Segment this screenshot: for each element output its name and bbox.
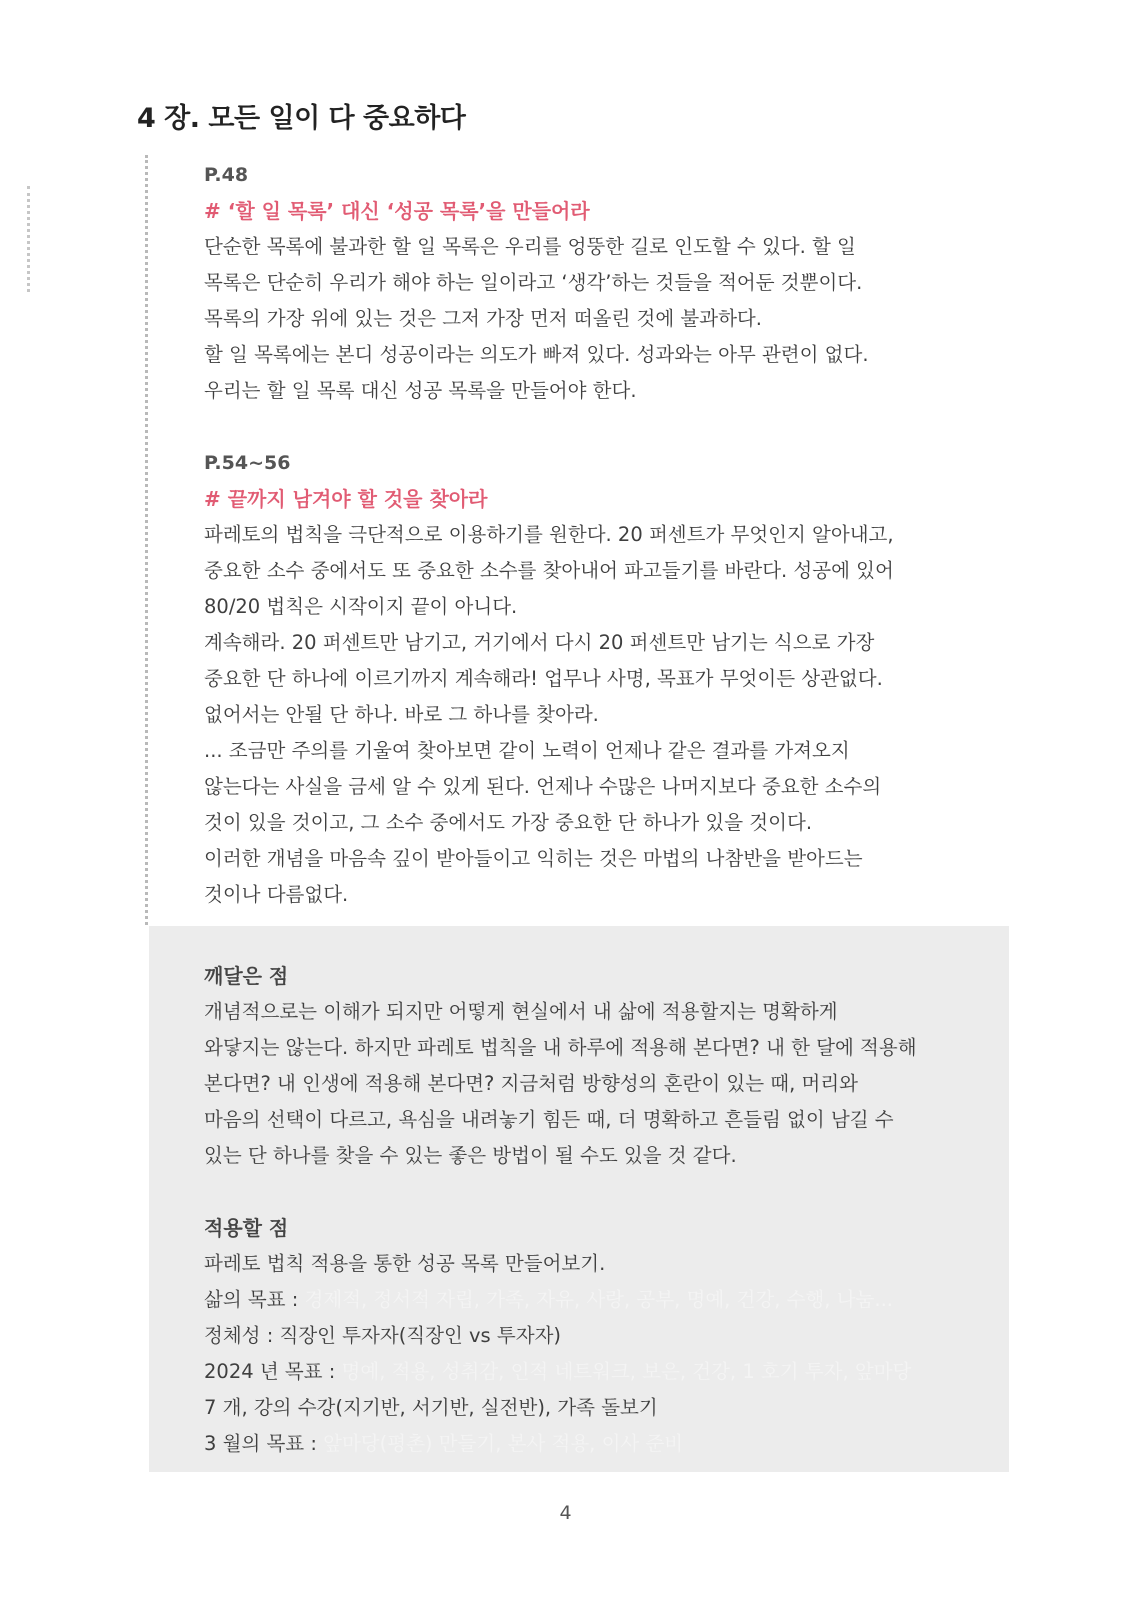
application-intro: 파레토 법칙 적용을 통한 성공 목록 만들어보기.: [204, 1252, 606, 1275]
section-p48: [204, 157, 1004, 409]
quote-line: 할 일 목록에는 본디 성공이라는 의도가 빠져 있다. 성과와는 아무 관련이 없다.: [204, 343, 869, 366]
month-goal-value: 앞마당(평촌) 만들기, 본사 적용, 이사 준비: [323, 1432, 684, 1455]
quote-line: 않는다는 사실을 금세 알 수 있게 된다. 언제나 수많은 나머지보다 중요한 소수의: [204, 775, 882, 798]
quote-line: 목록의 가장 위에 있는 것은 그저 가장 먼저 떠올린 것에 불과하다.: [204, 307, 762, 330]
quote-line: 것이나 다름없다.: [204, 883, 349, 906]
application-heading: 적용할 점: [204, 1216, 289, 1240]
page-reference: P.54~56: [204, 452, 291, 474]
quote-line: 단순한 목록에 불과한 할 일 목록은 우리를 엉뚱한 길로 인도할 수 있다. 할 일: [204, 235, 856, 258]
section-heading: # 끝까지 남겨야 할 것을 찾아라: [204, 487, 488, 511]
page-title: 4 장. 모든 일이 다 중요하다: [137, 103, 466, 134]
month-goal-line: [204, 1426, 1004, 1462]
year-goal-continued: 7 개, 강의 수강(지기반, 서기반, 실전반), 가족 돌보기: [204, 1396, 658, 1419]
quote-line: 없어서는 안될 단 하나. 바로 그 하나를 찾아라.: [204, 703, 599, 726]
year-goal-line: [204, 1354, 1004, 1390]
section-p54-56: [204, 445, 1004, 913]
identity-line: 정체성 : 직장인 투자자(직장인 vs 투자자): [204, 1324, 562, 1347]
life-goal-line: [204, 1282, 1004, 1318]
quote-line: 이러한 개념을 마음속 깊이 받아들이고 익히는 것은 마법의 나참반을 받아드는: [204, 847, 863, 870]
year-goal-value: 명예, 적용, 성취감, 인적 네트워크, 보은, 건강, 1 호기 투자, 앞마당: [341, 1360, 912, 1383]
quote-line: 목록은 단순히 우리가 해야 하는 일이라고 ‘생각’하는 것들을 적어둔 것뿐이다.: [204, 271, 863, 294]
year-goal-label: 2024 년 목표 :: [204, 1360, 342, 1383]
quote-line: 중요한 단 하나에 이르기까지 계속해라! 업무나 사명, 목표가 무엇이든 상관없다.: [204, 667, 883, 690]
page-reference: P.48: [204, 164, 249, 186]
realization-heading: 깨달은 점: [204, 964, 289, 988]
quote-line: ... 조금만 주의를 기울여 찾아보면 같이 노력이 언제나 같은 결과를 가져오지: [204, 739, 850, 762]
realization-line: 본다면? 내 인생에 적용해 본다면? 지금처럼 방향성의 혼란이 있는 때, 머리와: [204, 1072, 858, 1095]
quote-line: 계속해라. 20 퍼센트만 남기고, 거기에서 다시 20 퍼센트만 남기는 식으로 가장: [204, 631, 875, 654]
life-goal-label: 삶의 목표 :: [204, 1288, 305, 1311]
realization-line: 마음의 선택이 다르고, 욕심을 내려놓기 힘든 때, 더 명확하고 흔들림 없이 남길 수: [204, 1108, 894, 1131]
quote-rule: [145, 155, 148, 925]
quote-line: 80/20 법칙은 시작이지 끝이 아니다.: [204, 595, 518, 618]
reflection-box: [149, 926, 1009, 1472]
page-number: 4: [559, 1502, 572, 1524]
realization-line: 있는 단 하나를 찾을 수 있는 좋은 방법이 될 수도 있을 것 같다.: [204, 1144, 737, 1167]
quote-line: 중요한 소수 중에서도 또 중요한 소수를 찾아내어 파고들기를 바란다. 성공에 있어: [204, 559, 894, 582]
quote-line: 것이 있을 것이고, 그 소수 중에서도 가장 중요한 단 하나가 있을 것이다.: [204, 811, 813, 834]
life-goal-value: 경제적, 정서적 자립, 가족, 자유, 사랑, 공부, 명예, 건강, 수행, 나눔...: [304, 1288, 893, 1311]
realization-line: 개념적으로는 이해가 되지만 어떻게 현실에서 내 삶에 적용할지는 명확하게: [204, 1000, 838, 1023]
quote-line: 파레토의 법칙을 극단적으로 이용하기를 원한다. 20 퍼센트가 무엇인지 알아내고,: [204, 523, 894, 546]
section-heading: # ‘할 일 목록’ 대신 ‘성공 목록’을 만들어라: [204, 199, 590, 223]
quote-content: [204, 157, 1004, 913]
quote-line: 우리는 할 일 목록 대신 성공 목록을 만들어야 한다.: [204, 379, 637, 402]
margin-dotted-mark: [27, 186, 30, 292]
realization-line: 와닿지는 않는다. 하지만 파레토 법칙을 내 하루에 적용해 본다면? 내 한 달에 적용해: [204, 1036, 917, 1059]
month-goal-label: 3 월의 목표 :: [204, 1432, 324, 1455]
